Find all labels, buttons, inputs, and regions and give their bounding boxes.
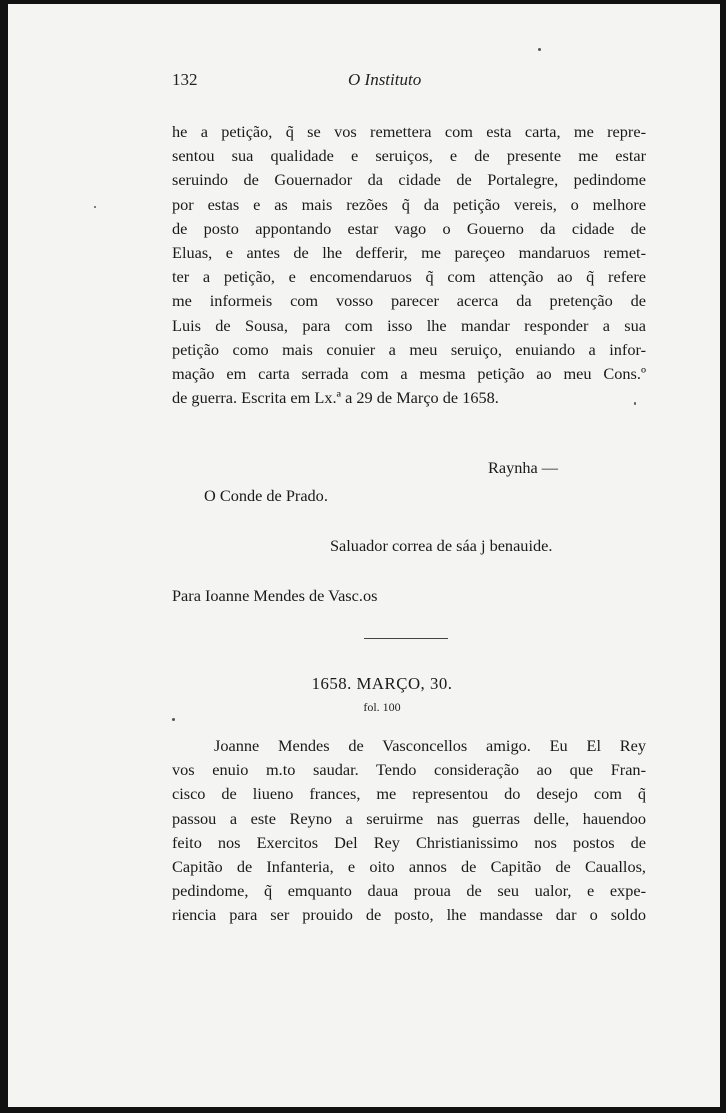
scan-speck — [538, 48, 541, 51]
scan-speck — [94, 206, 96, 208]
text-line: vos enuio m.to saudar. Tendo consideração ao que Fran- — [172, 760, 646, 780]
entry-date-heading: 1658. MARÇO, 30. — [311, 674, 453, 693]
text-line: cisco de liueno frances, me representou do desejo com q̃ — [172, 784, 646, 804]
text-line: he a petição, q̃ se vos remettera com esta carta, me repre- — [172, 122, 646, 141]
book-page — [8, 4, 720, 1107]
signature-queen: Raynha — — [488, 458, 559, 477]
text-line: riencia para ser prouido de posto, lhe mandasse dar o soldo — [172, 905, 646, 925]
text-line: Eluas, e antes de lhe defferir, me pareçeo mandaruos remet- — [172, 243, 646, 263]
scan-speck — [634, 402, 636, 405]
letter-body — [172, 120, 646, 410]
text-line: feito nos Exercitos Del Rey Christianissimo nos postos de — [172, 832, 646, 852]
text-line: ter a petição, e encomendaruos q̃ com attenção ao q̃ refere — [172, 267, 646, 287]
text-line: Luis de Sousa, para com isso lhe mandar responder a sua — [172, 315, 646, 335]
text-line: de posto appontando estar vago o Gouerno da cidade de — [172, 218, 646, 238]
scan-speck — [172, 718, 175, 721]
text-line: sentou sua qualidade e seruiços, e de presente me estar — [172, 146, 646, 166]
text-line: Joanne Mendes de Vasconcellos amigo. Eu El Rey — [214, 736, 646, 755]
text-line: de guerra. Escrita em Lx.ª a 29 de Março de 1658. — [172, 388, 499, 408]
text-line: por estas e as mais rezões q̃ da petição vereis, o melhore — [172, 194, 646, 214]
text-line: pedindome, q̃ emquanto daua proua de seu ualor, e expe- — [172, 881, 646, 901]
section-divider — [364, 638, 448, 639]
signature-conde: O Conde de Prado. — [204, 486, 328, 505]
page-number: 132 — [172, 70, 198, 89]
text-line: passou a este Reyno a seruirme nas guerras delle, hauendoo — [172, 808, 646, 828]
page-header — [8, 70, 720, 96]
text-line: me informeis com vosso parecer acerca da pretenção de — [172, 291, 646, 311]
folio-reference: fol. 100 — [363, 700, 401, 714]
entry-body — [172, 734, 646, 928]
text-line: mação em carta serrada com a mesma petição ao meu Cons.º — [172, 364, 646, 384]
signature-secretary: Saluador correa de sáa j benauide. — [330, 536, 553, 555]
text-line: petição como mais conuier a meu seruiço, enuiando a infor- — [172, 339, 646, 359]
text-line: Capitão de Infanteria, e oito annos de Capitão de Cauallos, — [172, 857, 646, 877]
running-title: O Instituto — [348, 70, 422, 89]
addressee-line: Para Ioanne Mendes de Vasc.os — [172, 586, 378, 605]
text-line: seruindo de Gouernador da cidade de Portalegre, pedindome — [172, 170, 646, 190]
